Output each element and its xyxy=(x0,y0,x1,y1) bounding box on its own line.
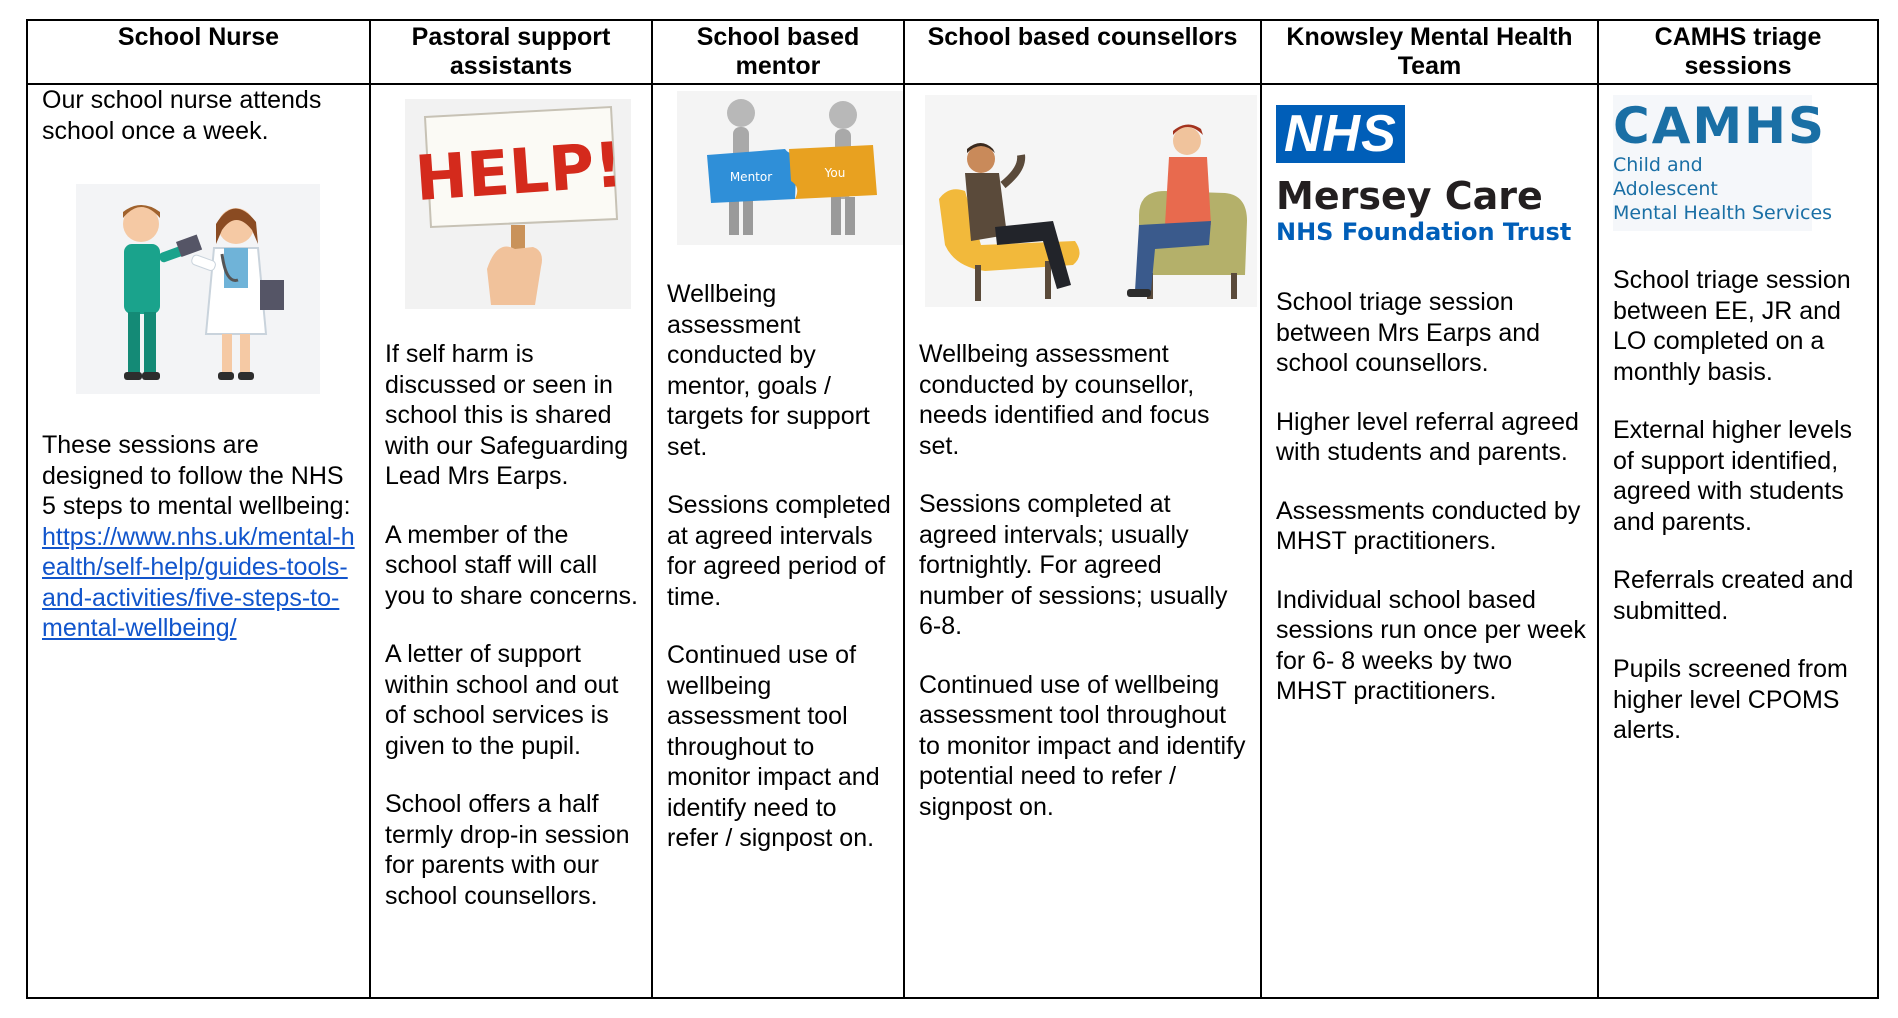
camhs-logo-line1: Child and Adolescent xyxy=(1613,154,1718,200)
puzzle-you-label: You xyxy=(824,166,846,180)
nurse-intro: Our school nurse attends school once a week. xyxy=(42,86,322,145)
help-sign-text: HELP! xyxy=(412,127,625,216)
mersey-care-name: Mersey Care xyxy=(1276,174,1543,218)
counsellors-p1: Wellbeing assessment conducted by counsellor, needs identified and focus set. xyxy=(919,340,1210,460)
mersey-care-logo xyxy=(1276,105,1587,247)
header-pastoral-support: Pastoral support assistants xyxy=(370,20,652,84)
cell-knowsley-team xyxy=(1261,84,1598,998)
nhs-foundation-trust: NHS Foundation Trust xyxy=(1276,218,1572,246)
puzzle-mentor-label: Mentor xyxy=(729,170,773,184)
counsellors-p3: Continued use of wellbeing assessment tool throughout to monitor impact and identify potential need to refer / signpost on. xyxy=(919,670,1246,821)
camhs-p2: External higher levels of support identified, agreed with students and parents. xyxy=(1613,416,1853,536)
cell-school-nurse xyxy=(27,84,370,998)
counselling-session-illustration xyxy=(925,95,1257,307)
cell-school-counsellors xyxy=(904,84,1261,998)
content-row xyxy=(27,84,1878,998)
mentor-p3: Continued use of wellbeing assessment tool throughout to monitor impact and identify need to refer / signpost on. xyxy=(667,641,880,852)
pastoral-p2: A member of the school staff will call you to share concerns. xyxy=(385,520,638,610)
nhs-logo: NHS xyxy=(1276,105,1405,163)
knowsley-p2: Higher level referral agreed with students and parents. xyxy=(1276,407,1579,466)
nurse-doctor-illustration xyxy=(76,184,320,394)
cell-camhs-triage xyxy=(1598,84,1878,998)
header-camhs-triage: CAMHS triage sessions xyxy=(1598,20,1878,84)
cell-school-mentor xyxy=(652,84,904,998)
camhs-p4: Pupils screened from higher level CPOMS alerts. xyxy=(1613,655,1848,744)
cell-pastoral-support xyxy=(370,84,652,998)
help-sign-illustration xyxy=(405,99,631,309)
header-row xyxy=(27,20,1878,84)
mentor-puzzle-illustration xyxy=(677,91,903,245)
mentor-p2: Sessions completed at agreed intervals for agreed period of time. xyxy=(667,491,891,611)
camhs-p1: School triage session between EE, JR and LO completed on a monthly basis. xyxy=(1613,266,1851,386)
camhs-p3: Referrals created and submitted. xyxy=(1613,566,1854,625)
pastoral-p3: A letter of support within school and out of school services is given to the pupil. xyxy=(385,640,619,760)
knowsley-p1: School triage session between Mrs Earps and school counsellors. xyxy=(1276,288,1541,377)
header-school-mentor: School based mentor xyxy=(652,20,904,84)
header-school-nurse: School Nurse xyxy=(27,20,370,84)
camhs-logo-line2: Mental Health Services xyxy=(1613,202,1833,224)
nurse-sessions-text: These sessions are designed to follow the NHS 5 steps to mental wellbeing: xyxy=(42,431,351,520)
knowsley-p3: Assessments conducted by MHST practitioners. xyxy=(1276,496,1581,555)
counsellors-p2: Sessions completed at agreed intervals; usually fortnightly. For agreed number of sessions; usually 6-8. xyxy=(919,490,1228,640)
header-knowsley-team: Knowsley Mental Health Team xyxy=(1261,20,1598,84)
services-table xyxy=(26,19,1879,999)
mentor-p1: Wellbeing assessment conducted by mentor, goals / targets for support set. xyxy=(667,280,870,461)
nhs-five-steps-link[interactable]: https://www.nhs.uk/mental-health/self-help/guides-tools-and-activities/five-steps-to-mental-wellbeing/ xyxy=(42,522,355,642)
pastoral-p4: School offers a half termly drop-in session for parents with our school counsellors. xyxy=(385,790,630,910)
header-school-counsellors: School based counsellors xyxy=(904,20,1261,84)
camhs-logo-title: CAMHS xyxy=(1613,97,1827,155)
camhs-logo xyxy=(1613,95,1833,231)
pastoral-p1: If self harm is discussed or seen in school this is shared with our Safeguarding Lead Mrs Earps. xyxy=(385,340,629,490)
knowsley-p4: Individual school based sessions run once per week for 6- 8 weeks by two MHST practitioners. xyxy=(1276,585,1586,705)
